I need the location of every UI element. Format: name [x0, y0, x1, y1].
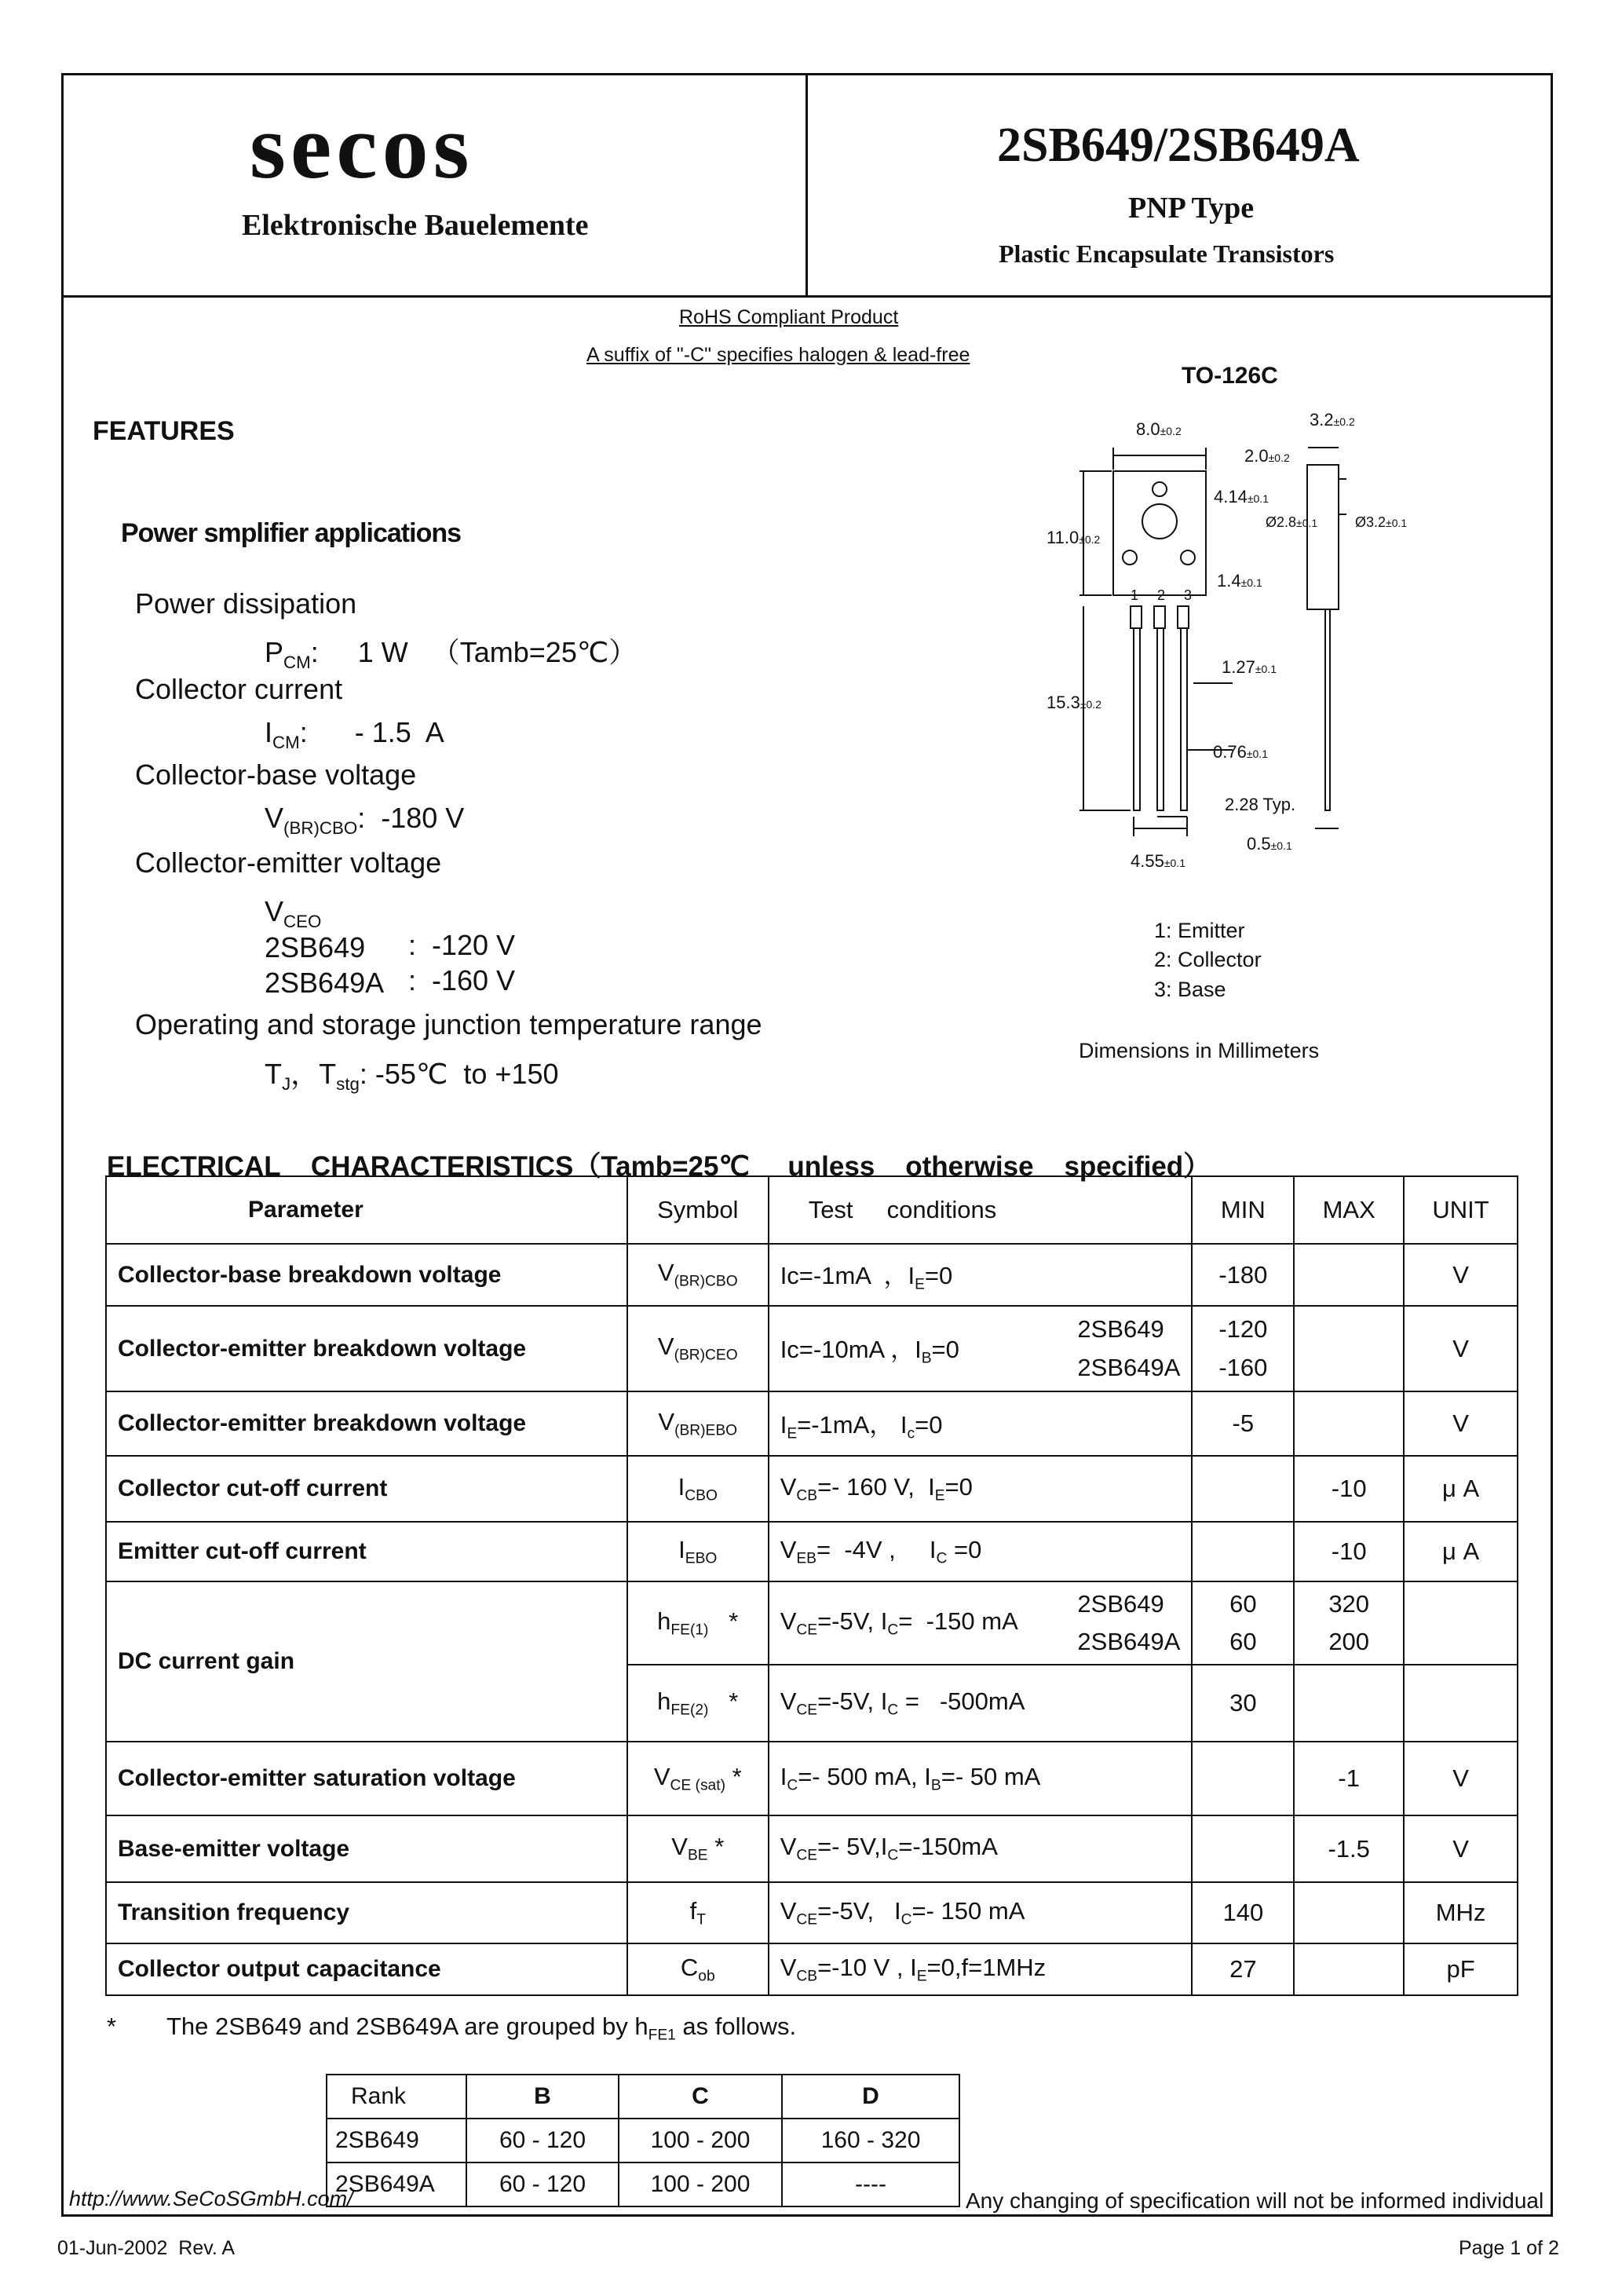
pin-3-label: 3: Base [1154, 978, 1226, 1001]
table-row: Collector cut-off current $I_{CBO}$ $V_{CB}=-$ 160 V, $I_E=0$ -10 μ A [106, 1456, 1518, 1522]
grouping-note-star: * [107, 2013, 117, 2040]
footer-url[interactable]: http://www.SeCoSGmbH.com/ [69, 2187, 353, 2210]
ce-row-2sb649a: 2SB649A [265, 967, 385, 999]
dim-hole-pos: 4.14±0.1 [1214, 487, 1269, 506]
header-symbol: Symbol [627, 1176, 769, 1244]
package-drawing [1036, 400, 1408, 872]
dim-lead-w: 0.76±0.1 [1213, 742, 1268, 762]
package-name: TO-126C [1182, 363, 1278, 389]
top-hole [1153, 482, 1167, 496]
pin-1-label: 1: Emitter [1154, 919, 1245, 942]
table-row: Collector-emitter saturation voltage $V_{CE (sat)}$ * $I_C=-$ 500 mA, $I_B=-$ 50 mA -1 V [106, 1742, 1518, 1815]
dim-thickness: 3.2±0.2 [1310, 410, 1355, 430]
table-row: $h_{FE(2)}$ * $V_{CE}=-5V$, $I_C = -500mA$ 30 [106, 1665, 1518, 1742]
dim-height: 11.0±0.2 [1047, 528, 1101, 547]
dim-hole-small: Ø2.8±0.1 [1266, 514, 1318, 530]
table-row: 2SB649A 60 - 120 100 - 200 ---- [327, 2163, 959, 2206]
pin-number-1: 1 [1131, 587, 1139, 603]
header-max: MAX [1294, 1176, 1404, 1244]
side-lead [1325, 609, 1330, 810]
header-min: MIN [1192, 1176, 1294, 1244]
mount-hole [1142, 504, 1177, 539]
lead-1 [1134, 628, 1140, 810]
header-conditions: Test conditions [769, 1176, 1193, 1244]
side-body [1307, 465, 1339, 609]
footer-notice: Any changing of specification will not be informed individual [966, 2188, 1544, 2213]
left-hole [1123, 550, 1137, 565]
halogen-line: A suffix of "-C" specifies halogen & lead-free [586, 344, 970, 366]
rank-table [326, 2074, 960, 2207]
logo-text: secos [250, 95, 474, 198]
dim-lead-len: 15.3±0.2 [1047, 693, 1101, 712]
dim-lead-t: 0.5±0.1 [1247, 834, 1292, 854]
dim-d2: 1.4±0.1 [1217, 571, 1262, 590]
table-row: Collector-base breakdown voltage $V_{(BR)CBO}$ Ic=-1mA ，$I_E=0$ -180 V [106, 1244, 1518, 1306]
features-heading: FEATURES [93, 416, 235, 446]
grouping-note: The 2SB649 and 2SB649A are grouped by $h_{FE1}$ as follows. [166, 2013, 797, 2044]
dimensions-note: Dimensions in Millimeters [1079, 1039, 1320, 1062]
power-label: Power dissipation [135, 587, 357, 620]
description: Plastic Encapsulate Transistors [999, 239, 1335, 268]
application-title: Power smplifier applications [121, 518, 462, 548]
table-row: Collector-emitter breakdown voltage $V_{(BR)EBO}$ $I_E=-1mA$， $I_c=0$ -5 V [106, 1391, 1518, 1456]
company-name: Elektronische Bauelemente [242, 209, 589, 242]
current-spec: $I_{CM}$: - 1.5 A [265, 716, 444, 752]
transistor-type: PNP Type [1128, 192, 1255, 225]
cb-label: Collector-base voltage [135, 759, 417, 791]
rohs-line: RoHS Compliant Product [679, 306, 899, 328]
table-row: Base-emitter voltage $V_{BE}$ * $V_{CE}=-$ $5V,I_C=-150mA$ -1.5 V [106, 1815, 1518, 1882]
dim-pitch: 2.28 Typ. [1225, 795, 1296, 814]
table-header-row [106, 1176, 1518, 1244]
power-spec: $P_{CM}$: 1 W （Tamb=25℃） [265, 636, 637, 672]
table-row: Transition frequency $f_T$ $V_{CE}=-5V$, $I_C=-$ 150 mA 140 MHz [106, 1882, 1518, 1943]
part-number: 2SB649/2SB649A [997, 119, 1360, 172]
dim-span: 4.55±0.1 [1131, 851, 1185, 871]
lead-2 [1157, 628, 1164, 810]
ce-label: Collector-emitter voltage [135, 846, 442, 879]
electrical-table [105, 1175, 1518, 1996]
current-label: Collector current [135, 673, 343, 705]
table-row: Collector-emitter breakdown voltage $V_{(BR)CEO}$ Ic=-10mA ，$I_B=0$ 2SB649 2SB649A -120 -160 V [106, 1306, 1518, 1391]
logo [250, 95, 474, 198]
header-vertical-divider [806, 73, 808, 297]
header-parameter: Parameter [106, 1176, 627, 1244]
package-body [1113, 471, 1206, 595]
header-unit: UNIT [1404, 1176, 1518, 1244]
table-row: DC current gain $h_{FE(1)}$ * $V_{CE}=-5V$, $I_C= -150$ mA 2SB649 2SB649A 60 60 320 200 [106, 1581, 1518, 1665]
dim-pitch-lead: 1.27±0.1 [1222, 657, 1277, 677]
dim-width: 8.0±0.2 [1136, 419, 1182, 439]
table-row: Rank B C D [327, 2075, 959, 2119]
dim-d1: 2.0±0.2 [1244, 446, 1290, 466]
footer-date: 01-Jun-2002 Rev. A [57, 2237, 236, 2259]
table-row: 2SB649 60 - 120 100 - 200 160 - 320 [327, 2119, 959, 2163]
right-hole [1181, 550, 1195, 565]
temp-spec: $T_J$，$T_{stg}$: -55℃ to +150 [265, 1058, 559, 1094]
pin-number-3: 3 [1184, 587, 1193, 603]
table-row: Collector output capacitance $C_{ob}$ $V_{CB}=-10$ V , $I_E=0,f=1MHz$ 27 pF [106, 1943, 1518, 1995]
dim-hole-large: Ø3.2±0.1 [1355, 514, 1408, 530]
ce-row-2sb649: 2SB649 [265, 931, 366, 963]
table-row: Emitter cut-off current $I_{EBO}$ $V_{EB}= -4V$ , $I_C =0$ -10 μ A [106, 1522, 1518, 1581]
ce-value-2sb649a: : -160 V [408, 964, 516, 996]
ce-symbol: $V_{CEO}$ [265, 895, 322, 931]
temp-label: Operating and storage junction temperature range [135, 1008, 762, 1040]
ce-value-2sb649: : -120 V [408, 929, 516, 961]
cb-spec: $V_{(BR)CBO}$: -180 V [265, 802, 465, 838]
pin-2-label: 2: Collector [1154, 948, 1262, 971]
lead-3 [1181, 628, 1187, 810]
pin-number-2: 2 [1157, 587, 1166, 603]
footer-page: Page 1 of 2 [1459, 2237, 1559, 2259]
electrical-title: ELECTRICAL CHARACTERISTICS（Tamb=25℃ unless otherwise specified） [107, 1151, 1211, 1182]
footer-divider [61, 2214, 1553, 2217]
